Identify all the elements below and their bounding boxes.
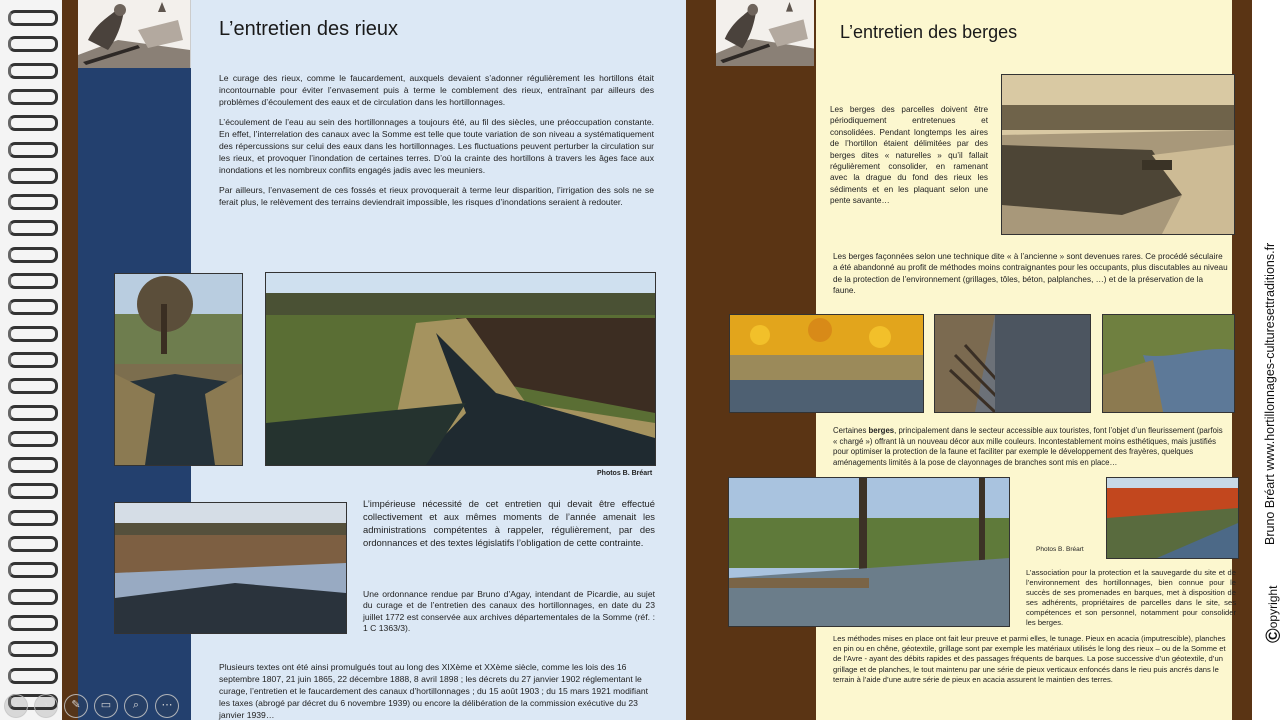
spiral-coil [8,536,58,552]
spiral-coil [8,36,58,52]
methods-text: Les méthodes mises en place ont fait leur preuve et parmi elles, le tunage. Pieux en acacia (imputrescible), planches en pin ou en chêne, géotextile, grillage sont par exemple les matériaux utilisés le long des rieux – ou de la Somme et de l’Avre - ayant des débits rapides et des passages fréquents de barques. La pose successive d’un géotextile, d’un grillage et de planches, le tout maintenu par une série de pieux verticaux enfoncés dans le rieu puis ancrés dans le terrain à l’aide d’une autre série de pieux en acacia assurent le maintien des terres. [833,634,1226,684]
association-text: L’association pour la protection et la sauvegarde du site et de l’environnement des hortillonnages, bien connue pour le succès de ses promenades en barques, met à disposition de ses adhérents, propriétaires de parcelles dans le site, ses compétences et son personnel, notamment pour consolider les berges. [1026,568,1236,627]
copyright-text: opyright [1266,585,1280,629]
paragraph: Par ailleurs, l’envasement de ces fossés et rieux provoquerait à terme leur disparition, l’irrigation des sols ne se ferait plus, le relèvement des terrains deviendrait impossible, les risques d’inondations seraient à redouter. [219,185,654,208]
obligation-text: L’impérieuse nécessité de cet entretien qui devait être effectué collectivement et aux mêmes moments de l’année amenait les administrations compétentes à rappeler, régulièrement, par des ordonnances et des textes législatifs l’obligation de cette contrainte. [363,498,655,548]
spiral-coil [8,10,58,26]
spiral-coil [8,431,58,447]
spiral-coil [8,220,58,236]
photo-reeds-water [114,502,347,634]
more-button[interactable]: ⋯ [155,694,179,718]
page-gap [686,0,714,720]
laws-text: Plusieurs textes ont été ainsi promulgués tout au long des XIXème et XXème siècle, comme les lois des 16 septembre 1807, 21 juin 1865, 22 décembre 1888, 8 avril 1898 ; les décrets du 27 janvier 1902 réglementant le curage, l’entretien et le faucardement des canaux d’hortillonnages ; du 15 août 1903 ; du 15 mars 1921 modifiant les taxes (abrogé par décret du 6 novembre 1939) ou encore la délibération de la commission exécutive du 23 janvier 1939… [219,662,649,720]
left-intro-text [219,73,654,209]
pen-button[interactable]: ✎ [64,694,88,718]
berges-intro-text: Les berges des parcelles doivent être périodiquement entretenues et consolidées. Pendant longtemps les aires de l’hortillon étaient délimitées par des berges dites « naturelles » qu’il fallait régulièrement consolider, en ramenant avec la drague du fond des rieux les sédiments et en les plaquant selon une pente savante… [830,105,988,206]
spiral-coil [8,615,58,631]
certaines-rest: , principalement dans le secteur accessible aux touristes, font l’objet d’un fleurissement (parfois « chargé ») offrant là un nouveau décor aux mille couleurs. Incontestablement moins esthétiques, mais justifiés pour optimiser la protection de la faune et faciliter par exemple le développement des frayères, quelques aménagements limités à la pose de clayonnages de branches sont mis en place… [833,426,1223,467]
left-page-edge [62,0,78,720]
spiral-coil [8,378,58,394]
paragraph: Le curage des rieux, comme le faucardement, auxquels devaient s’adonner régulièrement les hortillons était incontournable pour éviter l’envasement puis à terme le comblement des rieux, entraînant par ailleurs des problèmes d’écoulement des eaux et de circulation dans les hortillonnages. [219,73,654,107]
certaines-prefix: Certaines [833,426,869,435]
back-button[interactable]: ‹ [4,694,28,718]
certaines-bold: berges [868,426,895,435]
photo-clayonnage [934,314,1091,413]
paragraph: L’écoulement de l’eau au sein des hortillonnages a toujours été, au fil des siècles, une préoccupation constante. En effet, l’interrelation des canaux avec la Somme est telle que toute variation de son niveau a systématiquement des répercussions sur celui des eaux dans les hortillonnages. Les fluctuations peuvent perturber la circulation sur les rieux, et provoquer l’inondation de certaines terres. D’où la crainte des hortillons à travers les âges face aux inondations et les nombreux conflits engagés jadis avec les meuniers. [219,117,654,175]
photo-ditch-trees [114,273,243,466]
forward-button[interactable]: › [34,694,58,718]
spiral-coil [8,115,58,131]
certaines-berges-text [833,426,1228,468]
photo-credit-right: Photos B. Bréart [1036,546,1084,553]
spiral-coil [8,63,58,79]
spiral-coil [8,668,58,684]
spiral-coil [8,562,58,578]
spiral-coil [8,168,58,184]
spiral-coil [8,326,58,342]
copyright-label [1263,586,1286,643]
spiral-coil [8,194,58,210]
zoom-button[interactable]: ⌕ [124,694,148,718]
spiral-coil [8,483,58,499]
right-page-title: L’entretien des berges [840,22,1018,42]
spiral-coil [8,299,58,315]
spiral-coil [8,589,58,605]
photo-field-canal [265,272,656,466]
spiral-coil [8,89,58,105]
spiral-coil [8,405,58,421]
header-illustration-left [78,0,191,68]
spiral-coil [8,273,58,289]
spiral-coil [8,510,58,526]
photo-flowers-bank [729,314,924,413]
header-illustration-right [716,0,814,66]
side-caption-text: Bruno Bréart www.hortillonnages-culturesettraditions.fr [1263,242,1277,545]
side-caption [1263,243,1277,545]
spiral-coil [8,352,58,368]
photo-bank-curve [1102,314,1235,413]
photo-sepia-hortillonnage [1001,74,1235,235]
photo-wooden-bank-river [728,477,1010,627]
spiral-coil [8,142,58,158]
slides-button[interactable]: ▭ [94,694,118,718]
copyright-symbol: © [1263,628,1285,643]
spiral-coil [8,247,58,263]
left-page-title: L’entretien des rieux [219,18,399,40]
photo-red-willows [1106,477,1239,559]
spiral-coil [8,457,58,473]
spiral-coil [8,641,58,657]
ordonnance-text: Une ordonnance rendue par Bruno d’Agay, intendant de Picardie, au sujet du curage et de l’entretien des canaux des hortillonnages, en date du 23 juillet 1772 est conservée aux archives départementales de la Somme (réf. : 1 C 1363/3). [363,589,655,633]
photo-credit-left: Photos B. Bréart [597,470,653,477]
berges-ancienne-text: Les berges façonnées selon une technique dite « à l’ancienne » sont devenues rares. Ce procédé séculaire a été abandonné au profit de méthodes moins contraignantes pour les occupants, plus discutables au niveau de la protection de l’environnement (grillages, tôles, béton, palplanches, …) et de la préservation de la faune. [833,252,1228,296]
